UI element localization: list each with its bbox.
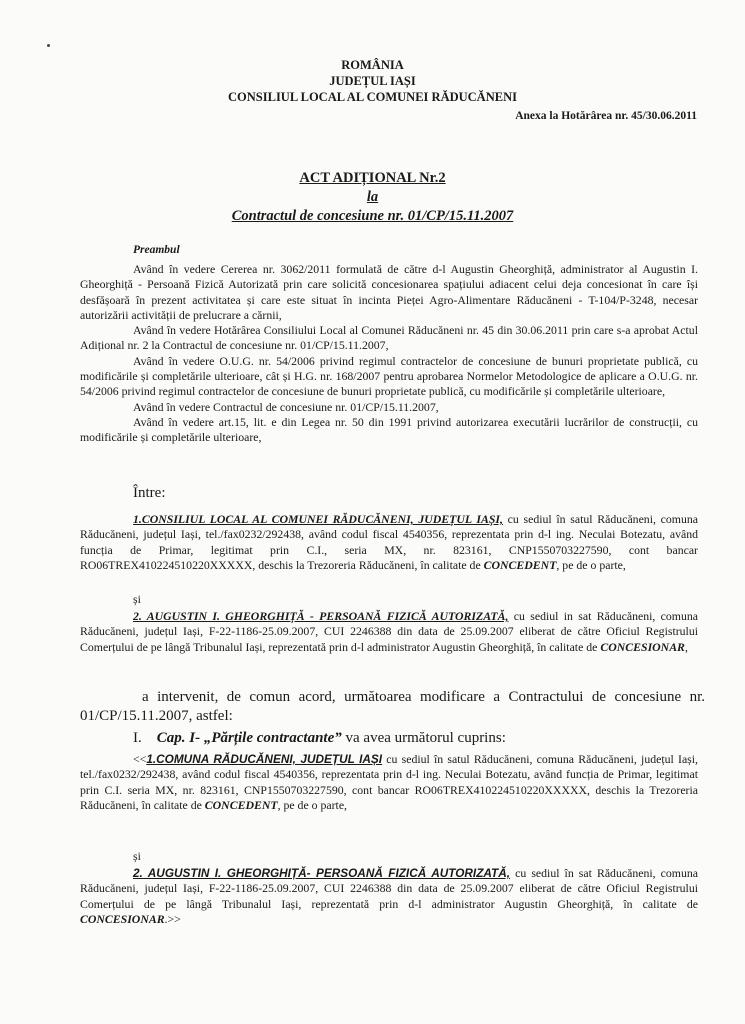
preamble-paragraph: Având în vedere Contractul de concesiune nr. 01/CP/15.11.2007, — [133, 399, 439, 414]
section-1-party2 — [80, 866, 698, 927]
document-title: ACT ADIȚIONAL Nr.2 — [299, 170, 446, 186]
party1-name: 1.CONSILIUL LOCAL AL COMUNEI RĂDUCĂNENI, JUDEȚUL IAȘI, — [133, 512, 503, 526]
header-country: ROMÂNIA — [341, 58, 404, 72]
section-1-party2-details: cu sediul în sat Răducăneni, comuna Răducăneni, județul Iași, F-22-1186-25.09.2007, CUI 2246388 din data de 25.09.2007 eliberat de către Oficiul Registrului Comerțului de pe lângă Tribunalul Iași, reprezentată prin d-l administrator Augustin Gheorghiță, în calitate de — [80, 866, 698, 911]
section-1-party2-name: 2. AUGUSTIN I. GHEORGHIȚĂ- PERSOANĂ FIZICĂ AUTORIZATĂ, — [133, 866, 511, 880]
party2-paragraph — [80, 609, 698, 655]
and-connector: și — [133, 592, 141, 606]
between-label: Între: — [133, 485, 166, 501]
party2-name: 2. AUGUSTIN I. GHEORGHIȚĂ - PERSOANĂ FIZICĂ AUTORIZATĂ, — [133, 609, 509, 623]
party1-suffix: , pe de o parte, — [556, 557, 626, 572]
section-1-party2-paragraph — [80, 866, 698, 927]
party1-block — [80, 512, 698, 573]
section-1-number: I. — [133, 730, 142, 746]
section-1-party2-role: CONCESIONAR — [80, 911, 165, 926]
preamble-heading: Preambul — [133, 244, 180, 256]
open-quote: << — [133, 752, 147, 766]
annex-reference: Anexa la Hotărârea nr. 45/30.06.2011 — [515, 110, 697, 122]
section-1-party2-suffix: .>> — [164, 911, 181, 926]
section-1-party1-paragraph — [80, 752, 698, 813]
section-1-party1-suffix: , pe de o parte, — [277, 797, 348, 812]
section-1-title: Cap. I- „Părțile contractante” — [156, 730, 342, 746]
header-council: CONSILIUL LOCAL AL COMUNEI RĂDUCĂNENI — [228, 90, 517, 104]
document-subtitle: Contractul de concesiune nr. 01/CP/15.11.2007 — [231, 208, 514, 224]
preamble-body — [80, 262, 698, 446]
preamble-paragraph: Având în vedere Cererea nr. 3062/2011 formulată de către d-l Augustin Gheorghiță, administrator al Augustin I. Gheorghiță - Persoană Fizică Autorizată prin care solicită concesionarea spațiului adiacent celui deja concesionat în care își desfășoară în prezent activitatea și care este situat în incinta Pieței Agro-Alimentare Răducăneni - T-104/P-3248, necesar autorizării activității de prelucrare a cărnii, — [80, 262, 698, 322]
section-1-heading — [133, 730, 506, 747]
party2-details: cu sediul in sat Răducăneni, comuna Răducăneni, județul Iași, F-22-1186-25.09.2007, CUI 2246388 din data de 25.09.2007 eliberat de către Oficiul Registrului Comerțului de pe lângă Tribunalul Iași, reprezentată prin d-l administrator Augustin Gheorghiță, în calitate de — [80, 609, 699, 654]
header-county: JUDEȚUL IAȘI — [329, 74, 416, 88]
section-1-party1-details: cu sediul în satul Răducăneni, comuna Răducăneni, județul Iași, tel./fax0232/292438, având codul fiscal 4540356, reprezentata prin d-l ing. Neculai Botezatu, având funcția de Primar, legitimat prin C.I. seria MX, nr. 823161, CNP1550703227590, cont bancar RO06TREX410224510220XXXXX, deschis la Trezoreria Răducăneni, în calitate de — [80, 752, 699, 812]
document-title-la: la — [366, 189, 379, 205]
party2-block — [80, 609, 698, 655]
party1-details: cu sediul în satul Răducăneni, comuna Răducăneni, județul Iași, tel./fax0232/292438, având codul fiscal 4540356, reprezentata prin d-l ing. Neculai Botezatu, având funcția de Primar, legitimat prin C.I., seria MX, nr. 823161, CNP1550703227590, cont bancar RO06TREX410224510220XXXXX, deschis la Trezoreria Răducăneni, în calitate de — [80, 512, 698, 572]
party1-role: CONCEDENT — [483, 557, 557, 572]
agreement-text: a intervenit, de comun acord, următoarea modificare a Contractului de concesiune nr. 01/CP/15.11.2007, astfel: — [80, 689, 705, 724]
scan-speck — [47, 44, 50, 47]
party2-role: CONCESIONAR — [600, 639, 685, 654]
party2-suffix: , — [684, 639, 688, 654]
section-1-and: și — [133, 849, 141, 863]
section-1-party1-name: 1.COMUNA RĂDUCĂNENI, JUDEȚUL IAȘI — [146, 752, 383, 766]
section-1-party1 — [80, 752, 698, 813]
preamble-paragraph: Având în vedere O.U.G. nr. 54/2006 privind regimul contractelor de concesiune de bunuri proprietate publică, cu modificările și completările ulterioare, cât și H.G. nr. 168/2007 pentru aprobarea Normelor Metodologice de aplicare a O.U.G. nr. 54/2006 privind regimul contractelor de concesiune de bunuri proprietate publică, cu modificările și completările ulterioare, — [80, 353, 698, 399]
preamble-paragraph: Având în vedere art.15, lit. e din Legea nr. 50 din 1991 privind autorizarea executării lucrărilor de construcții, cu modificările și completările ulterioare, — [80, 414, 698, 445]
section-1-party1-role: CONCEDENT — [204, 797, 278, 812]
preamble-paragraph: Având în vedere Hotărârea Consiliului Local al Comunei Răducăneni nr. 45 din 30.06.2011 prin care s-a aprobat Actul Adițional nr. 2 la Contractul de concesiune nr. 01/CP/15.11.2007, — [80, 323, 698, 353]
party1-paragraph — [80, 512, 698, 573]
section-1-title-rest: va avea următorul cuprins: — [341, 730, 506, 746]
